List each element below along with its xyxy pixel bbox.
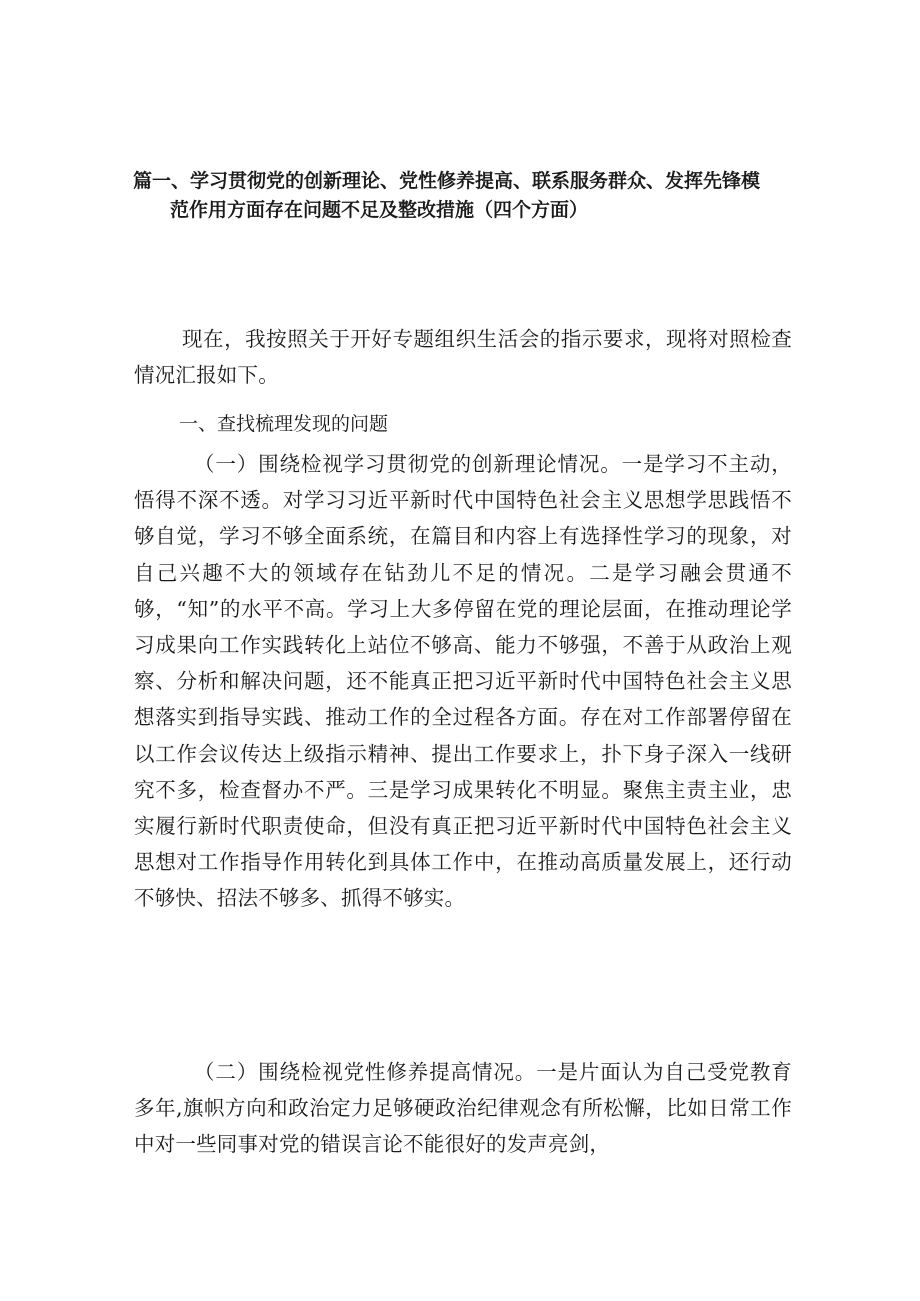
intro-paragraph: 现在，我按照关于开好专题组织生活会的指示要求，现将对照检查情况汇报如下。 [134, 327, 792, 388]
section-heading-1: 一、查找梳理发现的问题 [179, 413, 389, 435]
body-paragraph-2: （二）围绕检视党性修养提高情况。一是片面认为自己受党教育多年,旗帜方向和政治定力足够硬政治纪律观念有所松懈，比如日常工作中对一些同事对党的错误言论不能很好的发声亮剑， [134, 1060, 792, 1157]
document-title-line-1: 篇一、学习贯彻党的创新理论、党性修养提高、联系服务群众、发挥先锋模 [133, 170, 761, 192]
body-paragraph-1: （一）围绕检视学习贯彻党的创新理论情况。一是学习不主动，悟得不深不透。对学习习近平新时代中国特色社会主义思想学思践悟不够自觉，学习不够全面系统，在篇目和内容上有选择性学习的现象，对自己兴趣不大的领域存在钻劲儿不足的情况。二是学习融会贯通不够，“知”的水平不高。学习上大多停留在党的理论层面，在推动理论学习成果向工作实践转化上站位不够高、能力不够强，不善于从政治上观察、分析和解决问题，还不能真正把习近平新时代中国特色社会主义思想落实到指导实践、推动工作的全过程各方面。存在对工作部署停留在以工作会议传达上级指示精神、提出工作要求上，扑下身子深入一线研究不多，检查督办不严。三是学习成果转化不明显。聚焦主责主业，忠实履行新时代职责使命，但没有真正把习近平新时代中国特色社会主义思想对工作指导作用转化到具体工作中，在推动高质量发展上，还行动不够快、招法不够多、抓得不够实。 [134, 452, 792, 911]
document-title-line-2: 范作用方面存在问题不足及整改措施（四个方面） [170, 199, 589, 221]
